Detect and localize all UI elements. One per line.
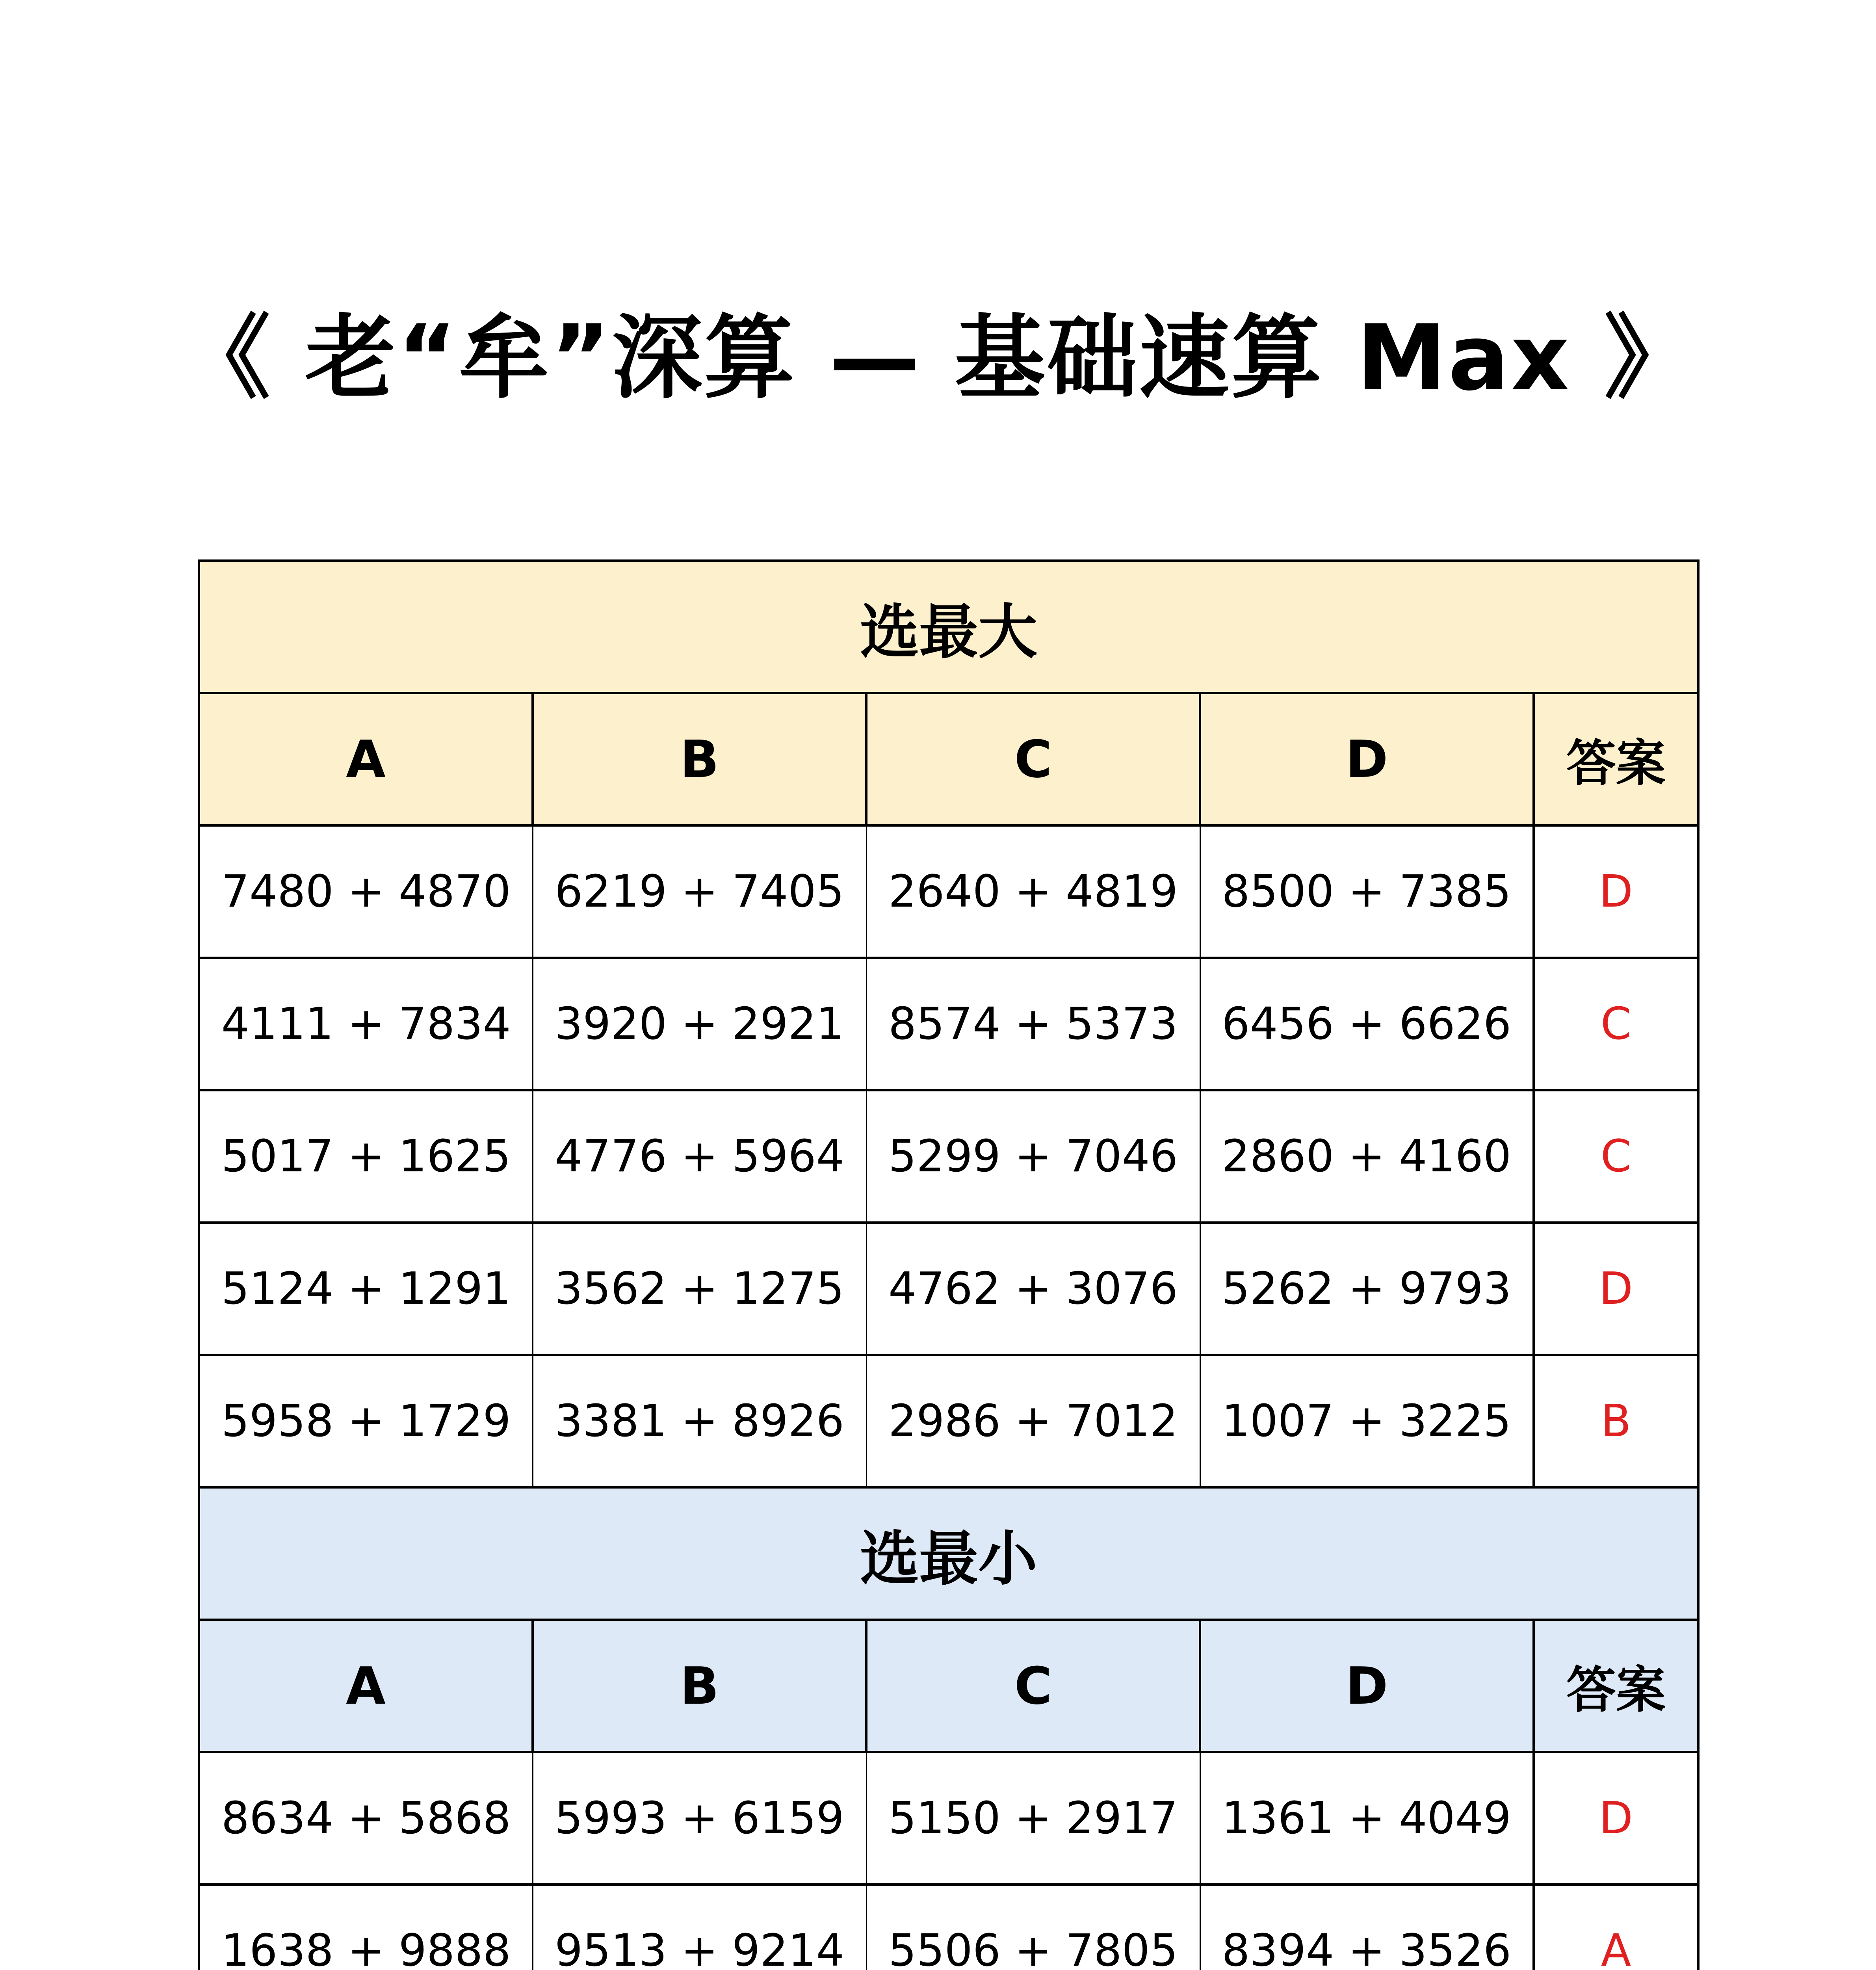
section-title: 选最小 <box>199 1487 1698 1620</box>
answer-cell: A <box>1534 1885 1698 1970</box>
table-row <box>199 958 1698 1090</box>
option-a-cell: 5017 + 1625 <box>199 1090 533 1223</box>
option-b-cell: 3562 + 1275 <box>533 1223 866 1355</box>
answer-cell: D <box>1534 1752 1698 1885</box>
option-c-cell: 2986 + 7012 <box>866 1355 1200 1487</box>
option-c-cell: 4762 + 3076 <box>866 1223 1200 1355</box>
option-b-cell: 5993 + 6159 <box>533 1752 866 1885</box>
column-header-a: A <box>199 1620 533 1752</box>
option-d-cell: 1007 + 3225 <box>1200 1355 1534 1487</box>
option-d-cell: 1361 + 4049 <box>1200 1752 1534 1885</box>
option-a-cell: 5958 + 1729 <box>199 1355 533 1487</box>
option-d-cell: 6456 + 6626 <box>1200 958 1534 1090</box>
answer-cell: B <box>1534 1355 1698 1487</box>
column-header-row <box>199 1620 1698 1752</box>
option-c-cell: 2640 + 4819 <box>866 825 1200 958</box>
option-c-cell: 8574 + 5373 <box>866 958 1200 1090</box>
option-c-cell: 5150 + 2917 <box>866 1752 1200 1885</box>
column-header-answer: 答案 <box>1534 1620 1698 1752</box>
answer-cell: D <box>1534 1223 1698 1355</box>
option-c-cell: 5299 + 7046 <box>866 1090 1200 1223</box>
page-title: 《 老“牟”深算 — 基础速算 Max 》 <box>180 306 1696 411</box>
option-d-cell: 8500 + 7385 <box>1200 825 1534 958</box>
table-row <box>199 1223 1698 1355</box>
column-header-c: C <box>866 693 1200 825</box>
column-header-b: B <box>533 693 866 825</box>
option-a-cell: 5124 + 1291 <box>199 1223 533 1355</box>
option-a-cell: 1638 + 9888 <box>199 1885 533 1970</box>
quiz-table <box>198 559 1700 1970</box>
column-header-b: B <box>533 1620 866 1752</box>
column-header-answer: 答案 <box>1534 693 1698 825</box>
option-a-cell: 8634 + 5868 <box>199 1752 533 1885</box>
section-min-header <box>199 1487 1698 1620</box>
section-max-header <box>199 561 1698 693</box>
column-header-d: D <box>1200 693 1534 825</box>
option-d-cell: 5262 + 9793 <box>1200 1223 1534 1355</box>
option-a-cell: 7480 + 4870 <box>199 825 533 958</box>
answer-cell: C <box>1534 1090 1698 1223</box>
table-row <box>199 1752 1698 1885</box>
answer-cell: D <box>1534 825 1698 958</box>
column-header-row <box>199 693 1698 825</box>
table-row <box>199 1090 1698 1223</box>
option-b-cell: 4776 + 5964 <box>533 1090 866 1223</box>
option-b-cell: 6219 + 7405 <box>533 825 866 958</box>
option-d-cell: 2860 + 4160 <box>1200 1090 1534 1223</box>
option-c-cell: 5506 + 7805 <box>866 1885 1200 1970</box>
section-title: 选最大 <box>199 561 1698 693</box>
option-d-cell: 8394 + 3526 <box>1200 1885 1534 1970</box>
column-header-c: C <box>866 1620 1200 1752</box>
column-header-d: D <box>1200 1620 1534 1752</box>
table-row <box>199 1885 1698 1970</box>
column-header-a: A <box>199 693 533 825</box>
answer-cell: C <box>1534 958 1698 1090</box>
option-b-cell: 3920 + 2921 <box>533 958 866 1090</box>
option-b-cell: 3381 + 8926 <box>533 1355 866 1487</box>
table-row <box>199 825 1698 958</box>
option-b-cell: 9513 + 9214 <box>533 1885 866 1970</box>
table-row <box>199 1355 1698 1487</box>
option-a-cell: 4111 + 7834 <box>199 958 533 1090</box>
